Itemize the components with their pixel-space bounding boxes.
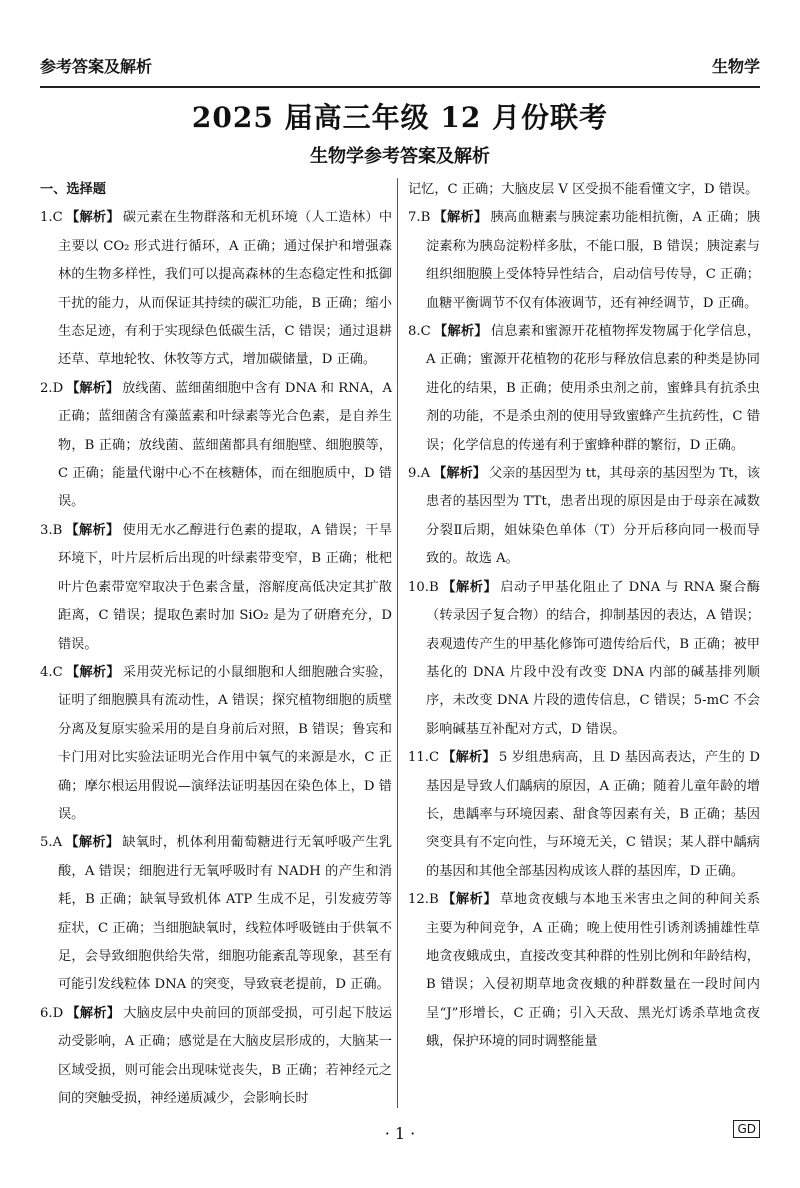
answer-item-5: 5.A 【解析】 缺氧时，机体利用葡萄糖进行无氧呼吸产生乳酸，A 错误；细胞进行无氧呼吸时有 NADH 的产生和消耗，B 正确；缺氧导致机体 ATP 生成不足，引发疲劳等症状，C 正确；当细胞缺氧时，线粒体呼吸链由于供氧不足，会导致细胞供给失常，细胞功能紊乱等现象，甚至有可能引发线粒体 DNA 的突变，导致衰老提前，D 正确。 (40, 835, 393, 993)
page-number: · 1 · (384, 1124, 416, 1143)
answer-item-11: 11.C 【解析】 5 岁组患病高，且 D 基因高表达，产生的 D 基因是导致人们龋病的原因，A 正确；随着儿童年龄的增长，患龋率与环境因素、甜食等因素有关，B 正确；基因突变具有不定向性，与环境无关，C 错误；某人群中龋病的基因和其他全部基因构成该人群的基因库，D 正确。 (408, 750, 761, 879)
page-header (40, 48, 760, 88)
answer-item-7: 7.B 【解析】 胰高血糖素与胰淀素功能相抗衡，A 正确；胰淀素称为胰岛淀粉样多肽，不能口服，B 错误；胰淀素与组织细胞膜上受体特异性结合，启动信号传导，C 正确；血糖平衡调节不仅有体液调节，还有神经调节，D 正确。 (408, 210, 761, 311)
answer-item-6: 6.D 【解析】 大脑皮层中央前回的顶部受损，可引起下肢运动受影响，A 正确；感觉是在大脑皮层形成的，大脑某一区域受损，则可能会出现味觉丧失，B 正确；若神经元之间的突触受损，神经递质减少，会影响长时 (40, 1005, 393, 1106)
answer-item-12: 12.B 【解析】 草地贪夜蛾与本地玉米害虫之间的种间关系主要为种间竞争，A 正确；晚上使用性引诱剂诱捕雄性草地贪夜蛾成虫，直接改变其种群的性别比例和年龄结构，B 错误；入侵初期草地贪夜蛾的种群数量在一段时间内呈“J”形增长，C 正确；引入天敌、黑光灯诱杀草地贪夜蛾，保护环境的同时调整能量 (408, 892, 761, 1050)
edition-code-badge: GD (733, 1120, 760, 1138)
section-heading: 一、选择题 (40, 182, 106, 197)
answer-item-8: 8.C 【解析】 信息素和蜜源开花植物挥发物属于化学信息，A 正确；蜜源开花植物的花形与释放信息素的种类是协同进化的结果，B 正确；使用杀虫剂之前，蜜蜂具有抗杀虫剂的功能，不是杀虫剂的使用导致蜜蜂产生抗药性，C 错误；化学信息的传递有利于蜜蜂种群的繁衍，D 正确。 (408, 324, 761, 453)
answer-item-2: 2.D 【解析】 放线菌、蓝细菌细胞中含有 DNA 和 RNA，A 正确；蓝细菌含有藻蓝素和叶绿素等光合色素，是自养生物，B 正确；放线菌、蓝细菌都具有细胞壁、细胞膜等，C 正确；能量代谢中心不在核糖体，而在细胞质中，D 错误。 (40, 380, 393, 510)
right-column (408, 176, 760, 1057)
page-subtitle: 生物学参考答案及解析 (310, 146, 490, 167)
header-subject-label: 生物学 (711, 57, 760, 76)
column-divider (397, 178, 398, 1108)
page-title: 2025 届高三年级 12 月份联考 (191, 101, 609, 134)
answer-item-10: 10.B 【解析】 启动子甲基化阻止了 DNA 与 RNA 聚合酶（转录因子复合物）的结合，抑制基因的表达，A 错误；表观遗传产生的甲基化修饰可遗传给后代，B 正确；被甲基化的 DNA 片段中没有改变 DNA 内部的碱基排列顺序，未改变 DNA 片段的遗传信息，C 错误；5-mC 不会影响碱基互补配对方式，D 错误。 (408, 579, 760, 737)
answer-item-6-continued: 记忆，C 正确；大脑皮层 V 区受损不能看懂文字，D 错误。 (408, 182, 759, 197)
answer-item-1: 1.C 【解析】 碳元素在生物群落和无机环境（人工造林）中主要以 CO₂ 形式进行循环，A 正确；通过保护和增强森林的生物多样性，我们可以提高森林的生态稳定性和抵御干扰的能力，从而保证其持续的碳汇功能，B 正确；缩小生态足迹，有利于实现绿色低碳生活，C 错误；通过退耕还草、草地轮牧、休牧等方式，增加碳储量，D 正确。 (40, 210, 393, 368)
left-column (40, 176, 392, 1113)
answer-item-4: 4.C 【解析】 采用荧光标记的小鼠细胞和人细胞融合实验，证明了细胞膜具有流动性，A 错误；探究植物细胞的质壁分离及复原实验采用的是自身前后对照，B 错误；鲁宾和卡门用对比实验法证明光合作用中氧气的来源是水，C 正确；摩尔根运用假说—演绎法证明基因在染色体上，D 错误。 (40, 664, 393, 822)
header-left-label: 参考答案及解析 (40, 57, 153, 76)
answer-item-9: 9.A 【解析】 父亲的基因型为 tt，其母亲的基因型为 Tt，该患者的基因型为 TTt，患者出现的原因是由于母亲在减数分裂Ⅱ后期，姐妹染色单体（T）分开后移向同一极而导致的。故选 A。 (408, 466, 761, 567)
answer-item-3: 3.B 【解析】 使用无水乙醇进行色素的提取，A 错误；干旱环境下，叶片层析后出现的叶绿素带变窄，B 正确；枇杷叶片色素带宽窄取决于色素含量，溶解度高低决定其扩散距离，C 错误；提取色素时加 SiO₂ 是为了研磨充分，D 错误。 (40, 522, 393, 652)
